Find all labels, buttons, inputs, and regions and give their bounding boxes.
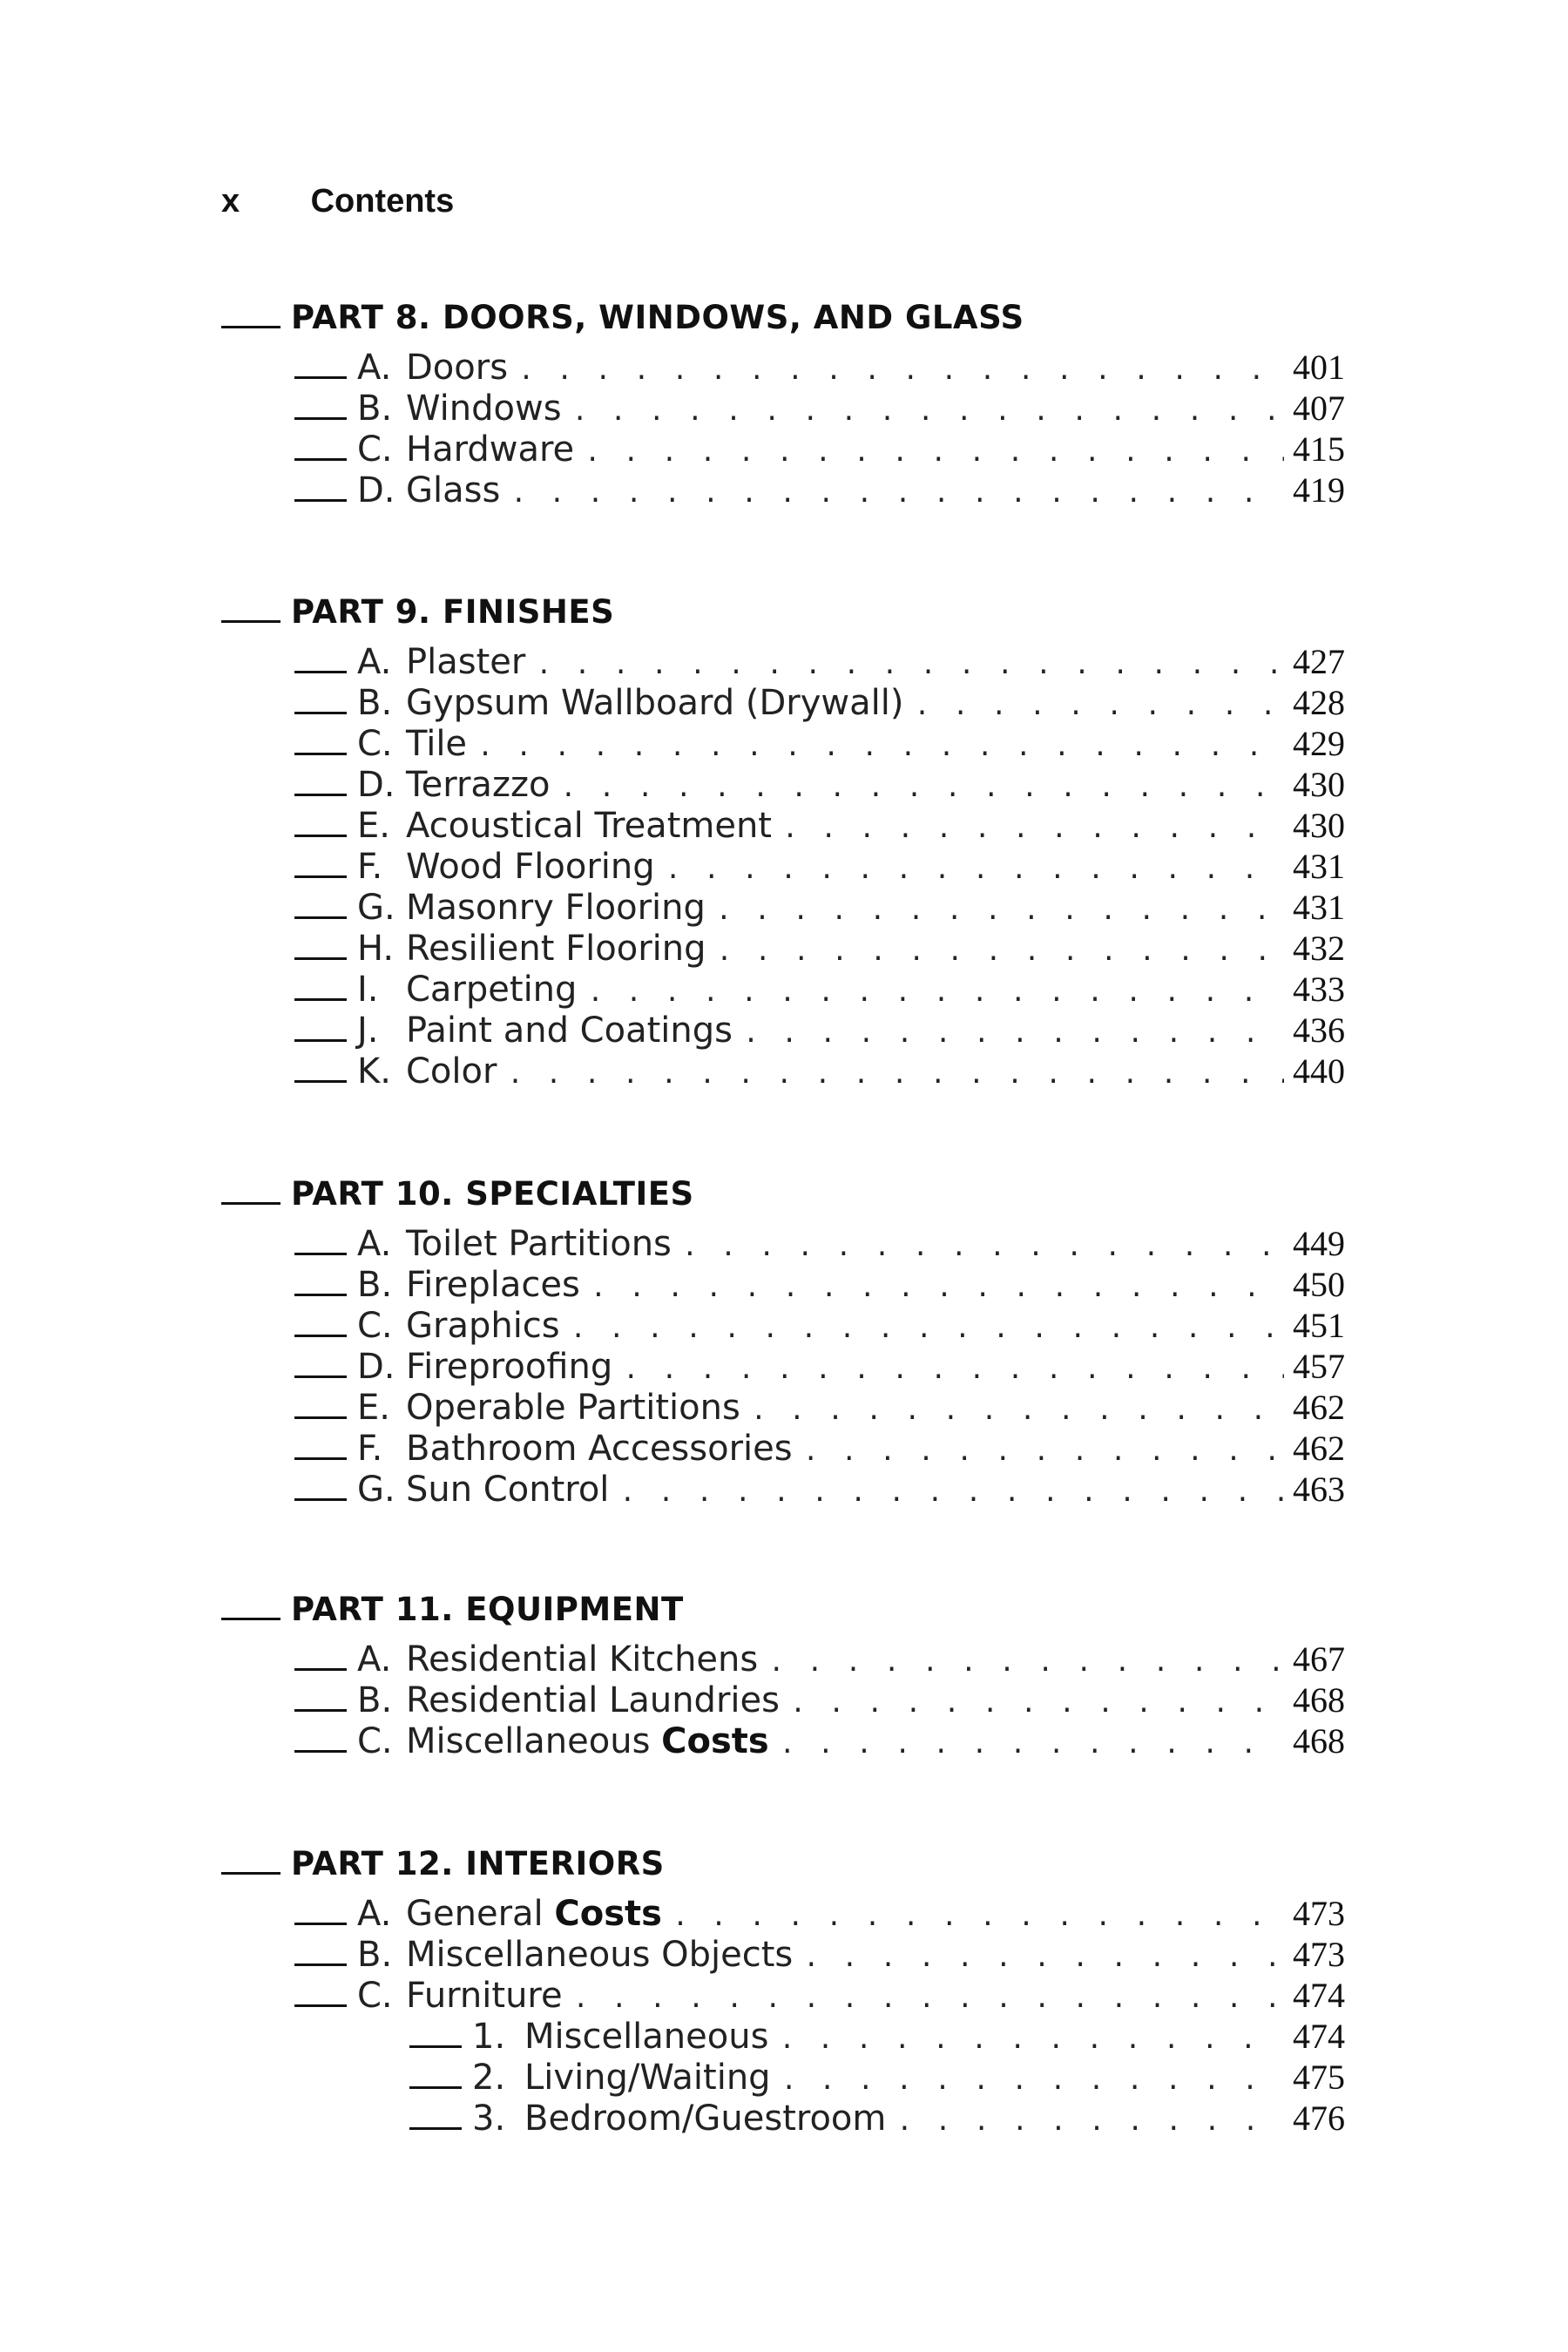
entry-label (406, 929, 717, 969)
entry-letter: F. (357, 1429, 383, 1469)
checkbox-blank-line (409, 2086, 462, 2089)
toc-subentry (221, 2016, 1345, 2057)
checkbox-blank-line (294, 712, 347, 714)
page-number: 429 (1293, 724, 1345, 763)
dot-leader (743, 1013, 1284, 1051)
checkbox-blank-line (294, 1039, 347, 1042)
page-number: 476 (1293, 2099, 1345, 2138)
page-number: 463 (1293, 1470, 1345, 1509)
checkbox-blank-line (294, 1416, 347, 1419)
dot-leader (781, 2060, 1284, 2098)
dot-leader (536, 645, 1284, 682)
toc-entry (221, 969, 1345, 1010)
entry-label-text: Doors (406, 348, 509, 388)
toc-entry (221, 347, 1345, 388)
toc-entry (221, 1975, 1345, 2016)
entry-label-text: Gypsum Wallboard (Drywall) (406, 683, 904, 723)
checkbox-blank-line (294, 1375, 347, 1378)
checkbox-blank-line (294, 2004, 347, 2007)
entry-letter: A. (357, 1224, 392, 1264)
checkbox-blank-line (294, 1253, 347, 1255)
entry-label (406, 1721, 780, 1761)
page-number: 401 (1293, 348, 1345, 387)
checkbox-blank-line (294, 376, 347, 379)
toc-entry (221, 682, 1345, 723)
toc-entry (221, 1720, 1345, 1761)
entry-letter: C. (357, 1306, 393, 1346)
entry-label-text: Graphics (406, 1306, 560, 1346)
entry-letter: E. (357, 806, 390, 846)
toc-entry (221, 1051, 1345, 1092)
toc-entry (221, 1428, 1345, 1469)
part-title-text: PART 8. DOORS, WINDOWS, AND GLASS (291, 299, 1024, 336)
entry-label (524, 2058, 781, 2098)
page-number: 462 (1293, 1388, 1345, 1427)
entry-letter: 3. (472, 2099, 506, 2139)
entry-letter: C. (357, 429, 393, 470)
entry-label-text: Miscellaneous (524, 2017, 769, 2057)
entry-label-text: Color (406, 1051, 497, 1092)
checkbox-blank-line (409, 2045, 462, 2048)
page-number: 436 (1293, 1010, 1345, 1050)
checkbox-blank-line (294, 875, 347, 878)
page-number: 474 (1293, 2017, 1345, 2056)
entry-label-text: Furniture (406, 1976, 563, 2016)
entry-letter: D. (357, 470, 395, 510)
dot-leader (560, 767, 1284, 805)
entry-label-text: Carpeting (406, 970, 578, 1010)
entry-letter: B. (357, 1265, 393, 1305)
entry-label (406, 1306, 571, 1346)
dot-leader (716, 890, 1284, 928)
entry-letter: G. (357, 888, 395, 928)
entry-letter: A. (357, 1894, 392, 1934)
page-folio: x (221, 183, 240, 220)
checkbox-blank-line (294, 957, 347, 960)
dot-leader (803, 1937, 1284, 1975)
page-number: 475 (1293, 2058, 1345, 2097)
checkbox-blank-line (294, 1963, 347, 1966)
checkbox-blank-line (294, 458, 347, 461)
page-number: 450 (1293, 1265, 1345, 1304)
checkbox-blank-line (294, 417, 347, 420)
toc-entry (221, 805, 1345, 846)
entry-label (406, 683, 914, 723)
toc-entry (221, 429, 1345, 470)
entry-label (406, 1935, 803, 1975)
dot-leader (672, 1896, 1284, 1934)
page-number: 457 (1293, 1347, 1345, 1386)
entry-label-text: Masonry Flooring (406, 888, 706, 928)
toc-entry (221, 1346, 1345, 1387)
dot-leader (780, 1724, 1284, 1761)
dot-leader (751, 1390, 1284, 1428)
dot-leader (803, 1431, 1284, 1469)
checkbox-blank-line (221, 1872, 280, 1875)
checkbox-blank-line (294, 1498, 347, 1501)
toc-entry (221, 1469, 1345, 1510)
running-header (221, 183, 454, 220)
entry-label (406, 1265, 591, 1305)
entry-label (406, 429, 585, 470)
checkbox-blank-line (294, 753, 347, 755)
entry-label-text: Paint and Coatings (406, 1010, 733, 1051)
page-number: 451 (1293, 1306, 1345, 1345)
part-title-text: PART 9. FINISHES (291, 593, 615, 631)
page-number: 427 (1293, 642, 1345, 681)
part-title (221, 1835, 1345, 1893)
entry-label-text: Sun Control (406, 1470, 610, 1510)
toc-part (221, 1835, 1345, 2139)
entry-label-text: Fireplaces (406, 1265, 580, 1305)
entry-label (406, 1347, 623, 1387)
entry-label-text: Residential Laundries (406, 1680, 780, 1720)
checkbox-blank-line (294, 1709, 347, 1712)
toc-subentry (221, 2098, 1345, 2139)
entry-label (406, 1470, 619, 1510)
dot-leader (782, 808, 1284, 846)
dot-leader (666, 849, 1284, 887)
part-title (221, 584, 1345, 641)
entry-label (406, 389, 572, 429)
entry-label (406, 970, 587, 1010)
toc-entry (221, 723, 1345, 764)
dot-leader (507, 1054, 1284, 1092)
toc-entry (221, 1639, 1345, 1680)
checkbox-blank-line (294, 1335, 347, 1337)
page-number: 431 (1293, 888, 1345, 927)
entry-letter: D. (357, 765, 395, 805)
page-number: 467 (1293, 1639, 1345, 1679)
page-number: 419 (1293, 470, 1345, 510)
dot-leader (619, 1472, 1284, 1510)
page-number: 449 (1293, 1224, 1345, 1263)
page-number: 468 (1293, 1721, 1345, 1761)
entry-label (406, 1976, 573, 2016)
entry-letter: H. (357, 929, 395, 969)
toc-entry (221, 846, 1345, 887)
entry-letter: B. (357, 1680, 393, 1720)
checkbox-blank-line (294, 499, 347, 502)
entry-letter: C. (357, 724, 393, 764)
entry-label (406, 888, 716, 928)
toc-subentry (221, 2057, 1345, 2098)
page-number: 474 (1293, 1976, 1345, 2015)
entry-label (406, 1894, 672, 1934)
entry-label (406, 348, 518, 388)
entry-letter: E. (357, 1388, 390, 1428)
entry-letter: I. (357, 970, 379, 1010)
entry-label-text: Residential Kitchens (406, 1639, 759, 1680)
entry-label (406, 1388, 751, 1428)
part-title (221, 1166, 1345, 1223)
part-title (221, 289, 1345, 347)
entry-label (406, 806, 782, 846)
checkbox-blank-line (294, 671, 347, 673)
checkbox-blank-line (409, 2127, 462, 2130)
entry-label-text: Hardware (406, 429, 575, 470)
toc-entry (221, 764, 1345, 805)
part-title-text: PART 12. INTERIORS (291, 1845, 665, 1882)
dot-leader (587, 972, 1284, 1010)
toc-entry (221, 887, 1345, 928)
entry-letter: A. (357, 642, 392, 682)
dot-leader (510, 473, 1284, 510)
entry-letter: B. (357, 683, 393, 723)
toc-part (221, 584, 1345, 1092)
entry-label-text: Bathroom Accessories (406, 1429, 793, 1469)
entry-label (524, 2017, 779, 2057)
entry-label-text: Plaster (406, 642, 526, 682)
dot-leader (779, 2019, 1284, 2057)
entry-label-text: Resilient Flooring (406, 929, 706, 969)
checkbox-blank-line (294, 916, 347, 919)
checkbox-blank-line (221, 326, 280, 328)
page-number: 431 (1293, 847, 1345, 886)
entry-label-text: Bedroom/Guestroom (524, 2099, 887, 2139)
entry-label-text: Tile (406, 724, 468, 764)
dot-leader (768, 1642, 1284, 1680)
toc-entry (221, 1305, 1345, 1346)
part-title-text: PART 10. SPECIALTIES (291, 1175, 694, 1213)
entry-label (406, 1680, 790, 1720)
checkbox-blank-line (294, 835, 347, 837)
checkbox-blank-line (294, 1750, 347, 1753)
entry-label-text: General (406, 1894, 544, 1934)
entry-label (406, 847, 666, 887)
page-number: 433 (1293, 970, 1345, 1009)
entry-label-text: Acoustical Treatment (406, 806, 772, 846)
page-number: 407 (1293, 389, 1345, 428)
page-number: 462 (1293, 1429, 1345, 1468)
entry-label-text: Miscellaneous (406, 1721, 651, 1761)
toc-part (221, 1581, 1345, 1761)
checkbox-blank-line (294, 1080, 347, 1083)
dot-leader (682, 1227, 1284, 1264)
toc-entry (221, 1264, 1345, 1305)
toc-entry (221, 641, 1345, 682)
entry-label (406, 724, 477, 764)
entry-label-text: Miscellaneous Objects (406, 1935, 794, 1975)
toc-part (221, 289, 1345, 510)
entry-label (406, 642, 536, 682)
toc-entry (221, 1387, 1345, 1428)
checkbox-blank-line (221, 1618, 280, 1620)
toc-entry (221, 1934, 1345, 1975)
entry-label (406, 765, 560, 805)
toc-entry (221, 388, 1345, 429)
checkbox-blank-line (294, 1668, 347, 1671)
entry-letter: G. (357, 1470, 395, 1510)
entry-label (406, 470, 510, 510)
checkbox-blank-line (294, 1923, 347, 1925)
page-number: 432 (1293, 929, 1345, 968)
entry-letter: J. (357, 1010, 379, 1051)
entry-label (406, 1224, 682, 1264)
checkbox-blank-line (221, 1202, 280, 1205)
entry-label-text: Fireproofing (406, 1347, 613, 1387)
entry-label-text: Glass (406, 470, 501, 510)
checkbox-blank-line (294, 1457, 347, 1460)
entry-letter: B. (357, 389, 393, 429)
dot-leader (571, 1308, 1284, 1346)
dot-leader (572, 391, 1284, 429)
toc-entry (221, 1010, 1345, 1051)
dot-leader (896, 2101, 1284, 2139)
page-number: 430 (1293, 765, 1345, 804)
entry-letter: A. (357, 1639, 392, 1680)
entry-label (406, 1051, 507, 1092)
entry-label-bold: Costs (661, 1721, 769, 1761)
entry-letter: A. (357, 348, 392, 388)
dot-leader (585, 432, 1284, 470)
entry-label-bold: Costs (554, 1894, 662, 1934)
entry-letter: 2. (472, 2058, 506, 2098)
dot-leader (591, 1267, 1284, 1305)
toc-entry (221, 1223, 1345, 1264)
checkbox-blank-line (294, 998, 347, 1001)
checkbox-blank-line (221, 620, 280, 623)
entry-label (524, 2099, 896, 2139)
page-number: 468 (1293, 1680, 1345, 1720)
entry-label-text: Wood Flooring (406, 847, 655, 887)
running-title: Contents (310, 183, 455, 220)
checkbox-blank-line (294, 1294, 347, 1296)
page-number: 440 (1293, 1051, 1345, 1091)
toc-entry (221, 470, 1345, 510)
dot-leader (717, 931, 1284, 969)
entry-label (406, 1010, 743, 1051)
entry-letter: B. (357, 1935, 393, 1975)
entry-letter: C. (357, 1721, 393, 1761)
dot-leader (790, 1683, 1284, 1720)
dot-leader (477, 727, 1284, 764)
page-number: 428 (1293, 683, 1345, 722)
entry-label (406, 1639, 768, 1680)
page-number: 473 (1293, 1894, 1345, 1933)
part-title-text: PART 11. EQUIPMENT (291, 1591, 684, 1628)
entry-letter: D. (357, 1347, 395, 1387)
checkbox-blank-line (294, 794, 347, 796)
entry-label-text: Terrazzo (406, 765, 551, 805)
dot-leader (623, 1349, 1284, 1387)
entry-label-text: Windows (406, 389, 562, 429)
entry-label-text: Living/Waiting (524, 2058, 771, 2098)
entry-label-text: Operable Partitions (406, 1388, 740, 1428)
entry-letter: C. (357, 1976, 393, 2016)
toc-entry (221, 928, 1345, 969)
entry-letter: K. (357, 1051, 391, 1092)
page-number: 430 (1293, 806, 1345, 845)
toc-entry (221, 1680, 1345, 1720)
dot-leader (914, 686, 1284, 723)
part-title (221, 1581, 1345, 1639)
dot-leader (518, 350, 1284, 388)
entry-letter: 1. (472, 2017, 506, 2057)
page-number: 473 (1293, 1935, 1345, 1974)
entry-label-text: Toilet Partitions (406, 1224, 672, 1264)
dot-leader (573, 1978, 1284, 2016)
toc-entry (221, 1893, 1345, 1934)
entry-label (406, 1429, 803, 1469)
toc-part (221, 1166, 1345, 1510)
page-number: 415 (1293, 429, 1345, 469)
entry-letter: F. (357, 847, 383, 887)
